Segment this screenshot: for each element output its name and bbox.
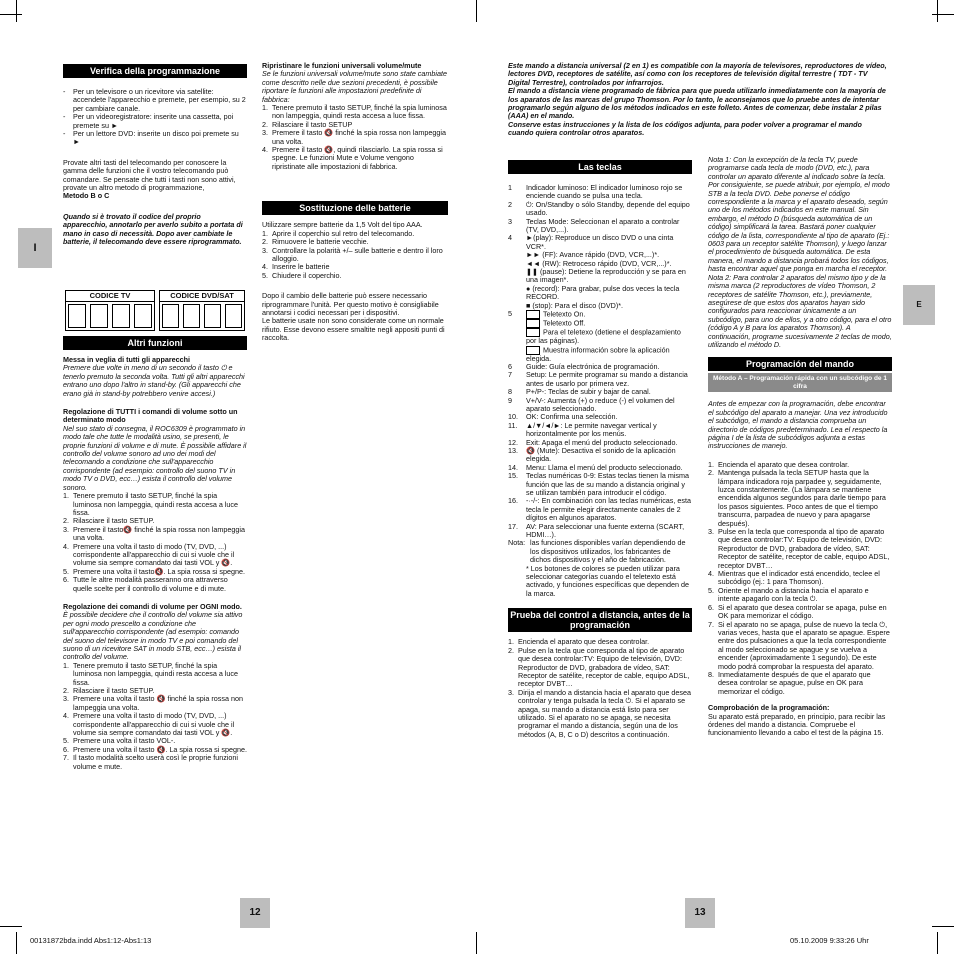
paragraph: Le batterie usate non sono considerate come un normale rifiuto. Esse devono essere smaltite negli appositi punti di raccolta. (262, 316, 445, 343)
steps-list (262, 104, 448, 171)
paragraph: Utilizzare sempre batterie da 1,5 Volt del tipo AAA. (262, 220, 423, 230)
crop-mark (932, 926, 954, 927)
section-header-programacion: Programación del mando (708, 357, 892, 371)
paragraph: Provate altri tasti del telecomando per conoscere la gamma delle funzioni che il vostro telecomando può comandare. Se pensate che tutti i tasti non sono attivi, provate un altro metodo di programmazione, (63, 157, 236, 193)
key-item: ❚❚ (pause): Detiene la reproducción y se para en una imagen*. (526, 267, 686, 285)
steps-list (63, 662, 247, 771)
list-item: 3. Dirija el mando a distancia hacia el aparato que desea controlar y tenga pulsada la tecla ⏻. Si el aparato se apaga, su mando a distancia está listo para ser utilizado. Si el aparato no se apaga, se necesita programar el mando a distancia, según una de los métodos (A, B, C o D) descritos a continuación. (508, 687, 692, 739)
list-item: 7. Si el aparato no se apaga, pulse de nuevo la tecla ⏻, varias veces, hasta que el aparato se apague. Espere entre dos pulsaciones a que la tecla correspondiente al modo seleccionado se apague y se vuelva a encender (aproximadamente 1 segundo). De este modo podrá comprobar la respuesta del aparato. (708, 619, 890, 671)
list-item: 5. Premere una volta il tasto🔇. La spia rossa si spegne. (63, 566, 245, 576)
key-item: ■ (stop): Para el disco (DVD)*. (526, 300, 624, 310)
list-item: 1. Encienda el aparato que desea controlar. (708, 459, 850, 469)
crop-mark (937, 932, 938, 954)
code-box-tv-label: CODICE TV (65, 290, 155, 302)
subheading: Ripristinare le funzioni universali volume/mute (262, 61, 422, 70)
crop-mark (937, 0, 938, 22)
key-item: 4 ►(play): Reproduce un disco DVD o una cinta VCR*. (508, 233, 674, 251)
list-item: 3. Premere una volta il tasto 🔇 finché la spia rossa non lampeggia una volta. (63, 694, 243, 712)
key-item: Para el teletexo (detiene el desplazamiento por las páginas). (526, 327, 681, 346)
subheading: Regolazione di TUTTI i comandi di volume sotto un determinato modo (63, 407, 238, 425)
language-tab-right (903, 285, 935, 325)
crop-mark (16, 932, 17, 954)
crop-mark (476, 0, 477, 22)
list-item: 6. Tutte le altre modalità passeranno ora attraverso quelle scelte per il controllo di volume e di mute. (63, 575, 228, 593)
list-item: 5. Chiudere il coperchio. (262, 270, 342, 280)
list-item: 6. Premere una volta il tasto 🔇. La spia rossa si spegne. (63, 744, 247, 754)
key-item: 3 Teclas Mode: Seleccionan el aparato a controlar (TV, DVD,...). (508, 216, 680, 235)
list-item: 5. Premere una volta il tasto VOL-. (63, 736, 176, 746)
key-item: 15. Teclas numéricas 0-9: Estas teclas tienen la misma función que las de su mando a distancia original y se utilizan también para introducir el código. (508, 471, 689, 497)
crop-mark (932, 14, 954, 15)
key-item: * Los botones de colores se pueden utilizar para seleccionar categorías cuando el teletexto está activado, y funciones específicas que dependen de la marca. (526, 563, 690, 598)
section-header-prueba: Prueba del control a distancia, antes de la programación (508, 608, 692, 632)
section-header-altri: Altri funzioni (63, 336, 247, 350)
column-4 (708, 156, 892, 742)
key-item: ◄◄ (RW): Retroceso rápido (DVD, VCR,...)*. (526, 258, 672, 268)
paragraph: Se le funzioni universali volume/mute sono state cambiate come descritto nelle due sezioni precedenti, è possibile riportare le funzioni alle impostazioni predefinite di fabbrica: (262, 69, 447, 104)
steps-list (262, 230, 448, 280)
teletext-on-icon (526, 310, 540, 319)
teletext-off-icon (526, 319, 540, 328)
list-item: 1. Tenere premuto il tasto SETUP, finché la spia luminosa non lampeggia, quindi resta accesa a luce fissa. (63, 491, 239, 517)
key-item: 10. OK: Confirma una selección. (508, 412, 618, 422)
note-bold-italic: Quando si è trovato il codice del proprio apparecchio, annotarlo per averlo subito a portata di mano in caso di necessità. Dopo aver cambiate le batterie, il telecomando deve essere riprogrammato. (63, 211, 243, 247)
steps-list (508, 638, 692, 739)
list-item: 2. Pulse en la tecla que corresponda al tipo de aparato que desea controlar:TV: Equipo de televisión, DVD: Reproductor de DVD, grabadora de vídeo, SAT: Receptor de satélite, receptor de cable, equipo ADSL, receptor DVBT… (508, 645, 690, 689)
subheading: Regolazione dei comandi di volume per OGNI modo. (63, 601, 242, 611)
key-item: ● (record): Para grabar, pulse dos veces la tecla RECORD. (526, 283, 680, 302)
key-item: 17. AV: Para seleccionar una fuente externa (SCART, HDMI…). (508, 521, 685, 540)
key-item: 7 Setup: Le permite programar su mando a distancia antes de usarlo por primera vez. (508, 370, 688, 388)
language-tab-left (18, 228, 52, 268)
intro-paragraph: El mando a distancia viene programado de fábrica para que pueda utilizarlo inmediatamente con la mayoría de los aparatos de las marcas del grupo Thomson. Por lo tanto, le aconsejamos que lo pruebe antes de intentar programarlo según alguno de los métodos indicados en este folleto. Antes de comenzar, debe instalar 2 pilas (AAA) en el mando. (508, 86, 886, 121)
key-item: 12. Exit: Apaga el menú del producto seleccionado. (508, 437, 678, 447)
key-item: 9 V+/V-: Aumenta (+) o reduce (-) el volumen del aparato seleccionado. (508, 395, 675, 413)
key-item: 6 Guide: Guía electrónica de programación. (508, 361, 660, 371)
list-item: - Per un lettore DVD: inserite un disco poi premete su ► (63, 130, 247, 147)
language-tab-right-label: E (916, 300, 922, 309)
section-header-verifica: Verifica della programmazione (63, 64, 247, 78)
footer-left: 00131872bda.indd Abs1:12-Abs1:13 (30, 936, 152, 945)
key-item: ►► (FF): Avance rápido (DVD, VCR,...)*. (526, 250, 660, 260)
code-box-dvd-label: CODICE DVD/SAT (159, 290, 245, 302)
list-item: 8. Inmediatamente después de que el aparato que desea controlar se apague, pulse en OK para memorizar el código. (708, 669, 871, 696)
list-item: 2. Rimuovere le batterie vecchie. (262, 237, 369, 247)
key-item: 14. Menu: Llama el menú del producto seleccionado. (508, 462, 683, 472)
code-box-tv (65, 290, 155, 331)
verifica-list (63, 88, 247, 147)
section-header-batterie: Sostituzione delle batterie (262, 201, 448, 215)
paragraph: Su aparato está preparado, en principio, para recibir las órdenes del mando a distancia. Compruebe el funcionamiento llevando a cabo el test de la página 15. (708, 711, 886, 738)
column-3 (508, 160, 692, 743)
crop-mark (16, 0, 17, 22)
paragraph: Premere due volte in meno di un secondo il tasto ⏻ e tenerlo premuto la seconda volta. Tutti gli altri apparecchi entrano uno dopo l'altro in stand-by. (Gli apparecchi che erano già in stand-by potrebbero venire accesi.) (63, 363, 245, 398)
page-number-right: 13 (685, 898, 715, 928)
key-item: 13. 🔇 (Mute): Desactiva el sonido de la aplicación elegida. (508, 445, 676, 464)
method-line: Metodo B o C (63, 191, 110, 201)
key-item: 16. -·-/-: En combinación con las teclas numéricas, esta tecla le permite elegir directamente canales de 2 dígitos en algunos aparatos. (508, 496, 691, 523)
list-item: - Per un videoregistratore: inserite una cassetta, poi premete su ► (63, 113, 247, 130)
intro-paragraph: Conserve estas instrucciones y la lista de los códigos adjunta, para poder volver a programar el mando cuando quiera controlar otros aparatos. (508, 119, 862, 138)
key-item: 8 P+/P-: Teclas de subir y bajar de canal. (508, 387, 651, 397)
list-item: 1. Encienda el aparato que desea controlar. (508, 637, 650, 647)
list-item: 3. Pulse en la tecla que corresponda al tipo de aparato que desea controlar:TV: Equipo de televisión, DVD: Reproductor de DVD, grabadora de vídeo, SAT: Receptor de satélite, receptor de cable, equipo ADSL, receptor DVBT… (708, 527, 890, 570)
note-paragraph: Nota 1: Con la excepción de la tecla TV, puede programarse cada tecla de modo (DVD, etc.), para controlar un aparato diferente al indicado sobre la tecla. Por consiguiente, se puede atribuir, por ejemplo, el modo STB a la tecla DVD. Debe ponerse el código correspondiente a la marca y el aparato deseado, según uno de los métodos indicados en este manual. Sin embargo, el método D (búsqueda automática de un código) simplificará la tarea. Bastará poner cualquier código de la lista, correspondiente al tipo de aparato (Ej.: 0603 para un receptor satélite Thomson), y luego lanzar el procedimiento de búsqueda automática. De esta manera, el mando a distancia probará todos los códigos, hasta encontrar aquel que ponga en marcha el receptor. (708, 155, 890, 274)
key-item: Teletexto Off. (508, 319, 692, 328)
list-item: 7. Il tasto modalità scelto userà così le proprie funzioni volume e mute. (63, 753, 238, 771)
subheading: Comprobación de la programación: (708, 703, 830, 713)
crop-mark (0, 14, 22, 15)
key-item: 5 Teletexto On. (508, 309, 586, 319)
list-item: 4. Inserire le batterie (262, 262, 330, 272)
column-2 (262, 62, 448, 347)
section-header-teclas: Las teclas (508, 160, 692, 174)
footer-right: 05.10.2009 9:33:26 Uhr (790, 936, 869, 945)
list-item: - Per un televisore o un ricevitore via satellite: accendete l'apparecchio e premete, per esempio, su 2 per cambiare canale. (63, 88, 247, 113)
list-item: 1. Aprire il coperchio sul retro del telecomando. (262, 228, 415, 238)
intro-block (508, 62, 888, 142)
paragraph: Dopo il cambio delle batterie può essere necessario riprogrammare l'unità. Per questo motivo è consigliabile annotarsi i codici necessari per i dispositivi. (262, 291, 439, 317)
paragraph: È possibile decidere che il controllo del volume sia attivo per ogni modo prescelto a condizione che sull'apparecchio corrispondente (ad esempio: comando del suono del televisore in modo TV e poi comando del suono di un ricevitore SAT in modo STB, ecc…) esista il controllo del volume. (63, 610, 243, 662)
list-item: 5. Oriente el mando a distancia hacia el aparato e intente apagarlo con la tecla ⏻. (708, 585, 869, 604)
list-item: 1. Tenere premuto il tasto SETUP, finché la spia luminosa non lampeggia, quindi resta accesa a luce fissa. (262, 103, 447, 121)
code-cells (159, 302, 245, 331)
list-item: 2. Mantenga pulsada la tecla SETUP hasta que la lámpara indicadora roja parpadee y, seguidamente, luzca constantemente. (La lámpara se mantiene encendida algunos segundos para darle tiempo para los pasos siguientes. Poco antes de que el tiempo transcurra, parpadea de nuevo y para apagarse después). (708, 468, 886, 528)
column-1 (63, 64, 247, 251)
crop-mark (0, 926, 22, 927)
key-item: Nota: las funciones disponibles varían dependiendo de los dispositivos utilizados, los fabricantes de dichos dispositivos y el año de fabricación. (508, 538, 686, 565)
steps-list (63, 492, 247, 593)
key-item: 1 Indicador luminoso: El indicador luminoso rojo se enciende cuando se pulsa una tecla. (508, 183, 683, 201)
steps-list (708, 461, 892, 696)
list-item: 4. Mientras que el indicador está encendido, teclee el subcódigo (ej.: 1 para Thomson). (708, 569, 880, 587)
page-number-left: 12 (240, 898, 270, 928)
list-item: 2. Rilasciare il tasto SETUP (262, 119, 353, 129)
list-item: 4. Premere una volta il tasto di modo (TV, DVD, ...) corrispondente all'apparecchio di cui si vuole che il volume sia sempre comandato dai tasti VOL y 🔇. (63, 541, 235, 568)
code-box-dvd (159, 290, 245, 331)
list-item: 6. Si el aparato que desea controlar se apaga, pulse en OK para memorizar el código. (708, 602, 887, 621)
keys-list (508, 184, 692, 598)
list-item: 2. Rilasciare il tasto SETUP. (63, 516, 155, 526)
column-1-lower (63, 336, 247, 775)
code-cells (65, 302, 155, 331)
list-item: 3. Controllare la polarità +/– sulle batterie e dentro il loro alloggio. (262, 245, 443, 263)
note-paragraph: Nota 2: Para controlar 2 aparatos del mismo tipo y de la misma marca (2 reproductores de vídeo Thomson, 2 receptores de satélite Thomson, etc.), previamente, asegúrese de que estos dos aparatos hayan sido configurados para reaccionar únicamente a un subcódigo, para uno de ellos, y a otro código, para el otro (código A y B para los aparatos Thomson). A continuación, programe sucesivamente 2 teclas de modo, utilizando el método D. (708, 272, 892, 349)
paragraph: Antes de empezar con la programación, debe encontrar el subcódigo del aparato a manejar. Una vez introducido el subcódigo, el mando a distancia comprueba un directorio de códigos predeterminado. Lea el respecto la página I de la lista de subcódigos adjunta a estas instrucciones de manejo. (708, 399, 888, 451)
list-item: 3. Premere il tasto🔇 finché la spia rossa non lampeggia una volta. (63, 524, 245, 543)
paragraph: Nel suo stato di consegna, il ROC6309 è programmato in modo tale che tutte le modalità usino, se presenti, le proprie funzioni di volume e di mute. È possibile affidare il controllo del volume sonoro ad uno dei modi del telecomando a condizione che sull'apparecchio corrispondente (ad esempio: controllo del suono TV in modo TV o DVD, ecc…) esista il controllo del volume sonoro. (63, 423, 247, 492)
key-item: 11. ▲/▼/◄/►: Le permite navegar vertical y horizontalmente por los menús. (508, 420, 657, 439)
language-tab-left-label: I (33, 242, 37, 254)
subheading: Messa in veglia di tutti gli apparecchi (63, 355, 191, 364)
key-item: Muestra información sobre la aplicación elegida. (526, 344, 670, 363)
list-item: 2. Rilasciare il tasto SETUP. (63, 686, 155, 696)
method-a-header: Método A – Programación rápida con un subcódigo de 1 cifra (708, 373, 892, 392)
list-item: 3. Premere il tasto 🔇 finché la spia rossa non lampeggia una volta. (262, 128, 446, 146)
key-item: 2 ⏻: On/Standby o sólo Standby, depende del equipo usado. (508, 199, 690, 218)
crop-mark (476, 932, 477, 954)
list-item: 1. Tenere premuto il tasto SETUP, finché la spia luminosa non lampeggia, quindi resta accesa a luce fissa. (63, 660, 239, 687)
intro-paragraph: Este mando a distancia universal (2 en 1) es compatible con la mayoría de televisores, reproductores de vídeo, lectores DVD, receptores de satélite, así como con los receptores de televisión digital terrestre ( TDT - TV Digital Terrestre), controlados por infrarrojos. (508, 61, 887, 87)
list-item: 4. Premere una volta il tasto di modo (TV, DVD, ...) corrispondente all'apparecchio di cui si vuole che il volume sia sempre comandato dai tasti VOL y 🔇. (63, 711, 235, 738)
list-item: 4. Premere il tasto 🔇, quindi rilasciarlo. La spia rossa si spegne. Le funzioni Mute e Volume vengono ripristinate alle impostazioni di fabbrica. (262, 145, 443, 171)
